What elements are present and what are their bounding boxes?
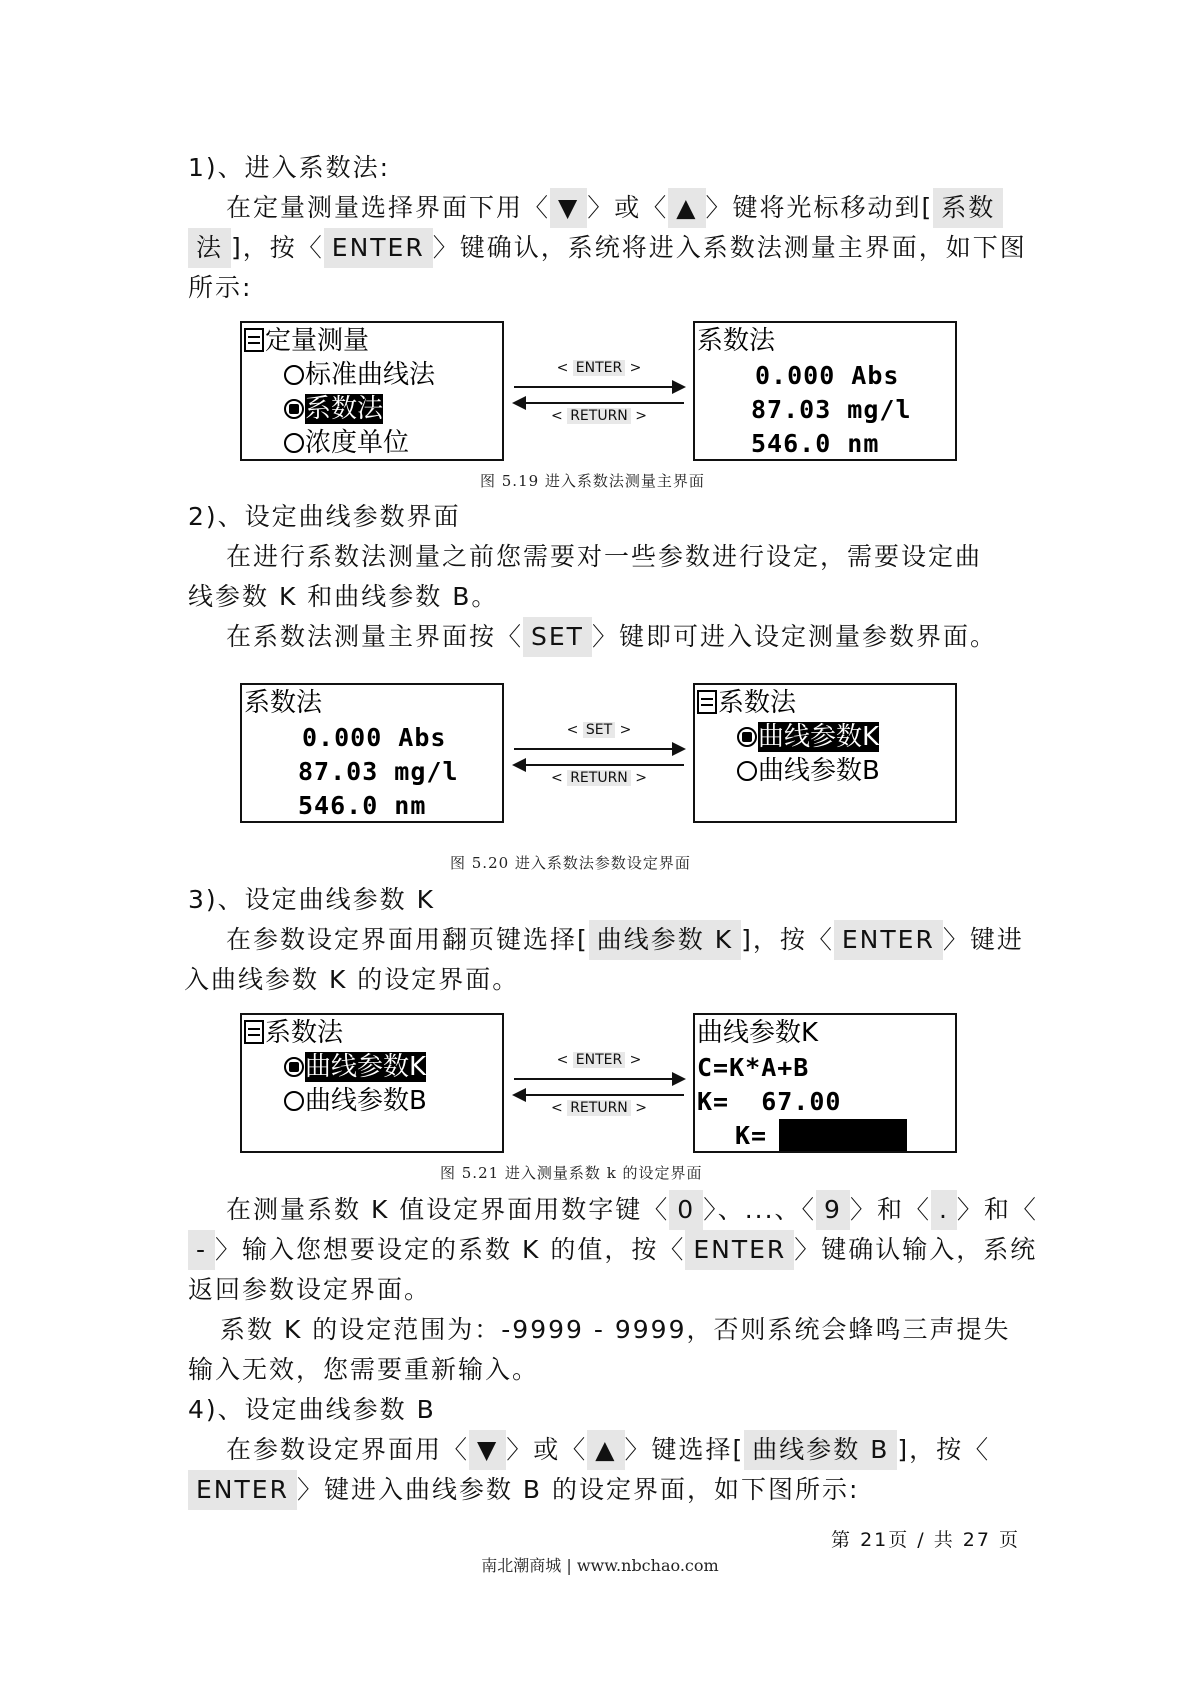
back-key-label: < RETURN > — [551, 1100, 647, 1116]
lcd-current-k: K= 67.00 — [697, 1087, 842, 1116]
arrow-left-icon — [514, 1094, 684, 1096]
lcd-coefficient-main — [240, 683, 504, 823]
lcd-title: 系数法 — [697, 687, 796, 720]
section-2-paragraph-line-2: 线参数 K 和曲线参数 B。 — [188, 582, 499, 611]
key-dot: . — [931, 1190, 957, 1230]
text: 〉或〈 — [587, 193, 669, 222]
section-3-paragraph-line-3: 在测量系数 K 值设定界面用数字键〈0〉、...、〈9〉和〈.〉和〈 — [226, 1190, 1038, 1230]
section-1-paragraph-line-1 — [226, 188, 1003, 228]
section-2-heading: 2)、设定曲线参数界面 — [188, 502, 461, 531]
section-3-paragraph-line-6: 系数 K 的设定范围为：-9999 - 9999，否则系统会蜂鸣三声提失 — [220, 1315, 1011, 1344]
key-enter: ENTER — [188, 1470, 297, 1510]
key-enter: ENTER — [324, 228, 433, 268]
section-4-paragraph-line-2: ENTER〉键进入曲线参数 B 的设定界面，如下图所示: — [188, 1470, 859, 1510]
lcd-concentration: 87.03 mg/l — [298, 757, 459, 786]
key-up-arrow: ▲ — [587, 1430, 624, 1470]
radio-on-icon — [737, 727, 757, 747]
option-coefficient-method-cont: 法 — [188, 228, 231, 268]
text: 〉键确认，系统将进入系数法测量主界面，如下图 — [432, 233, 1027, 262]
text: 〉键将光标移动到[ — [705, 193, 934, 222]
section-2-paragraph-line-3: 在系数法测量主界面按〈SET〉键即可进入设定测量参数界面。 — [226, 617, 997, 657]
lcd-option-coefficient: 系数法 — [284, 393, 383, 426]
lcd-concentration: 87.03 mg/l — [751, 395, 912, 424]
arrow-left-icon — [514, 764, 684, 766]
section-3-paragraph-line-2: 入曲线参数 K 的设定界面。 — [184, 965, 520, 994]
radio-on-icon — [284, 1057, 304, 1077]
menu-icon — [697, 690, 717, 714]
section-2-paragraph-line-1: 在进行系数法测量之前您需要对一些参数进行设定，需要设定曲 — [226, 542, 983, 571]
section-3-paragraph-line-5: 返回参数设定界面。 — [188, 1275, 432, 1304]
option-coefficient-method: 系数 — [933, 188, 1003, 228]
lcd-absorbance: 0.000 Abs — [755, 361, 900, 390]
transition-arrows — [514, 352, 684, 452]
lcd-parameter-menu — [693, 683, 957, 823]
radio-on-icon — [284, 399, 304, 419]
lcd-input-field — [779, 1119, 907, 1153]
lcd-quantitative-menu — [240, 321, 504, 461]
lcd-wavelength: 546.0 nm — [298, 791, 427, 820]
lcd-title: 系数法 — [244, 688, 323, 718]
lcd-input-label: K= — [735, 1121, 768, 1150]
forward-key-label: < ENTER > — [556, 360, 642, 376]
lcd-coefficient-main — [693, 321, 957, 461]
transition-arrows — [514, 714, 684, 814]
key-enter: ENTER — [834, 920, 943, 960]
figure-caption: 图 5.20 进入系数法参数设定界面 — [450, 854, 691, 872]
page-number: 第 21页 / 共 27 页 — [831, 1529, 1020, 1551]
section-3-paragraph-line-4: -〉输入您想要设定的系数 K 的值，按〈ENTER〉键确认输入，系统 — [188, 1230, 1037, 1270]
lcd-curve-k-setting — [693, 1013, 957, 1153]
key-down-arrow: ▼ — [550, 188, 587, 228]
site-watermark: 南北潮商城 | www.nbchao.com — [481, 1556, 719, 1575]
section-3-paragraph-line-7: 输入无效，您需要重新输入。 — [188, 1355, 540, 1384]
lcd-formula: C=K*A+B — [697, 1053, 810, 1082]
key-enter: ENTER — [685, 1230, 794, 1270]
menu-icon — [244, 1020, 264, 1044]
arrow-right-icon — [514, 1078, 684, 1080]
transition-arrows — [514, 1044, 684, 1144]
section-1-paragraph-line-3: 所示: — [188, 273, 253, 302]
forward-key-label: < ENTER > — [556, 1052, 642, 1068]
radio-off-icon — [737, 761, 757, 781]
radio-off-icon — [284, 365, 304, 385]
section-1-paragraph-line-2 — [188, 228, 1027, 268]
section-3-heading: 3)、设定曲线参数 K — [188, 885, 436, 914]
arrow-right-icon — [514, 386, 684, 388]
section-3-paragraph-line-1: 在参数设定界面用翻页键选择[曲线参数 K]，按〈ENTER〉键进 — [226, 920, 1024, 960]
lcd-option-concentration-unit: 浓度单位 — [284, 427, 409, 460]
key-up-arrow: ▲ — [668, 188, 705, 228]
option-curve-b: 曲线参数 B — [744, 1430, 897, 1470]
back-key-label: < RETURN > — [551, 408, 647, 424]
lcd-title: 定量测量 — [244, 325, 369, 358]
lcd-title: 曲线参数K — [697, 1018, 819, 1048]
arrow-left-icon — [514, 402, 684, 404]
section-1-heading: 1)、进入系数法: — [188, 153, 391, 182]
key-minus: - — [188, 1230, 215, 1270]
lcd-title: 系数法 — [244, 1017, 343, 1050]
key-set: SET — [523, 617, 592, 657]
key-0: 0 — [669, 1190, 703, 1230]
radio-off-icon — [284, 1091, 304, 1111]
section-4-paragraph-line-1: 在参数设定界面用〈▼〉或〈▲〉键选择[曲线参数 B]，按〈 — [226, 1430, 990, 1470]
lcd-wavelength: 546.0 nm — [751, 429, 880, 458]
forward-key-label: < SET > — [566, 722, 632, 738]
lcd-parameter-menu — [240, 1013, 504, 1153]
lcd-option-curve-b: 曲线参数B — [737, 755, 880, 788]
lcd-absorbance: 0.000 Abs — [302, 723, 447, 752]
text: 在定量测量选择界面下用〈 — [226, 193, 551, 222]
lcd-option-standard-curve: 标准曲线法 — [284, 359, 435, 392]
figure-caption: 图 5.21 进入测量系数 k 的设定界面 — [440, 1164, 703, 1182]
menu-icon — [244, 328, 264, 352]
lcd-option-curve-b: 曲线参数B — [284, 1085, 427, 1118]
figure-caption: 图 5.19 进入系数法测量主界面 — [480, 472, 705, 490]
key-down-arrow: ▼ — [469, 1430, 506, 1470]
key-9: 9 — [816, 1190, 850, 1230]
radio-off-icon — [284, 433, 304, 453]
arrow-right-icon — [514, 748, 684, 750]
section-4-heading: 4)、设定曲线参数 B — [188, 1395, 436, 1424]
text: ]，按〈 — [231, 233, 324, 262]
back-key-label: < RETURN > — [551, 770, 647, 786]
option-curve-k: 曲线参数 K — [589, 920, 741, 960]
lcd-option-curve-k: 曲线参数K — [284, 1051, 426, 1084]
lcd-option-curve-k: 曲线参数K — [737, 721, 879, 754]
lcd-title: 系数法 — [697, 326, 776, 356]
